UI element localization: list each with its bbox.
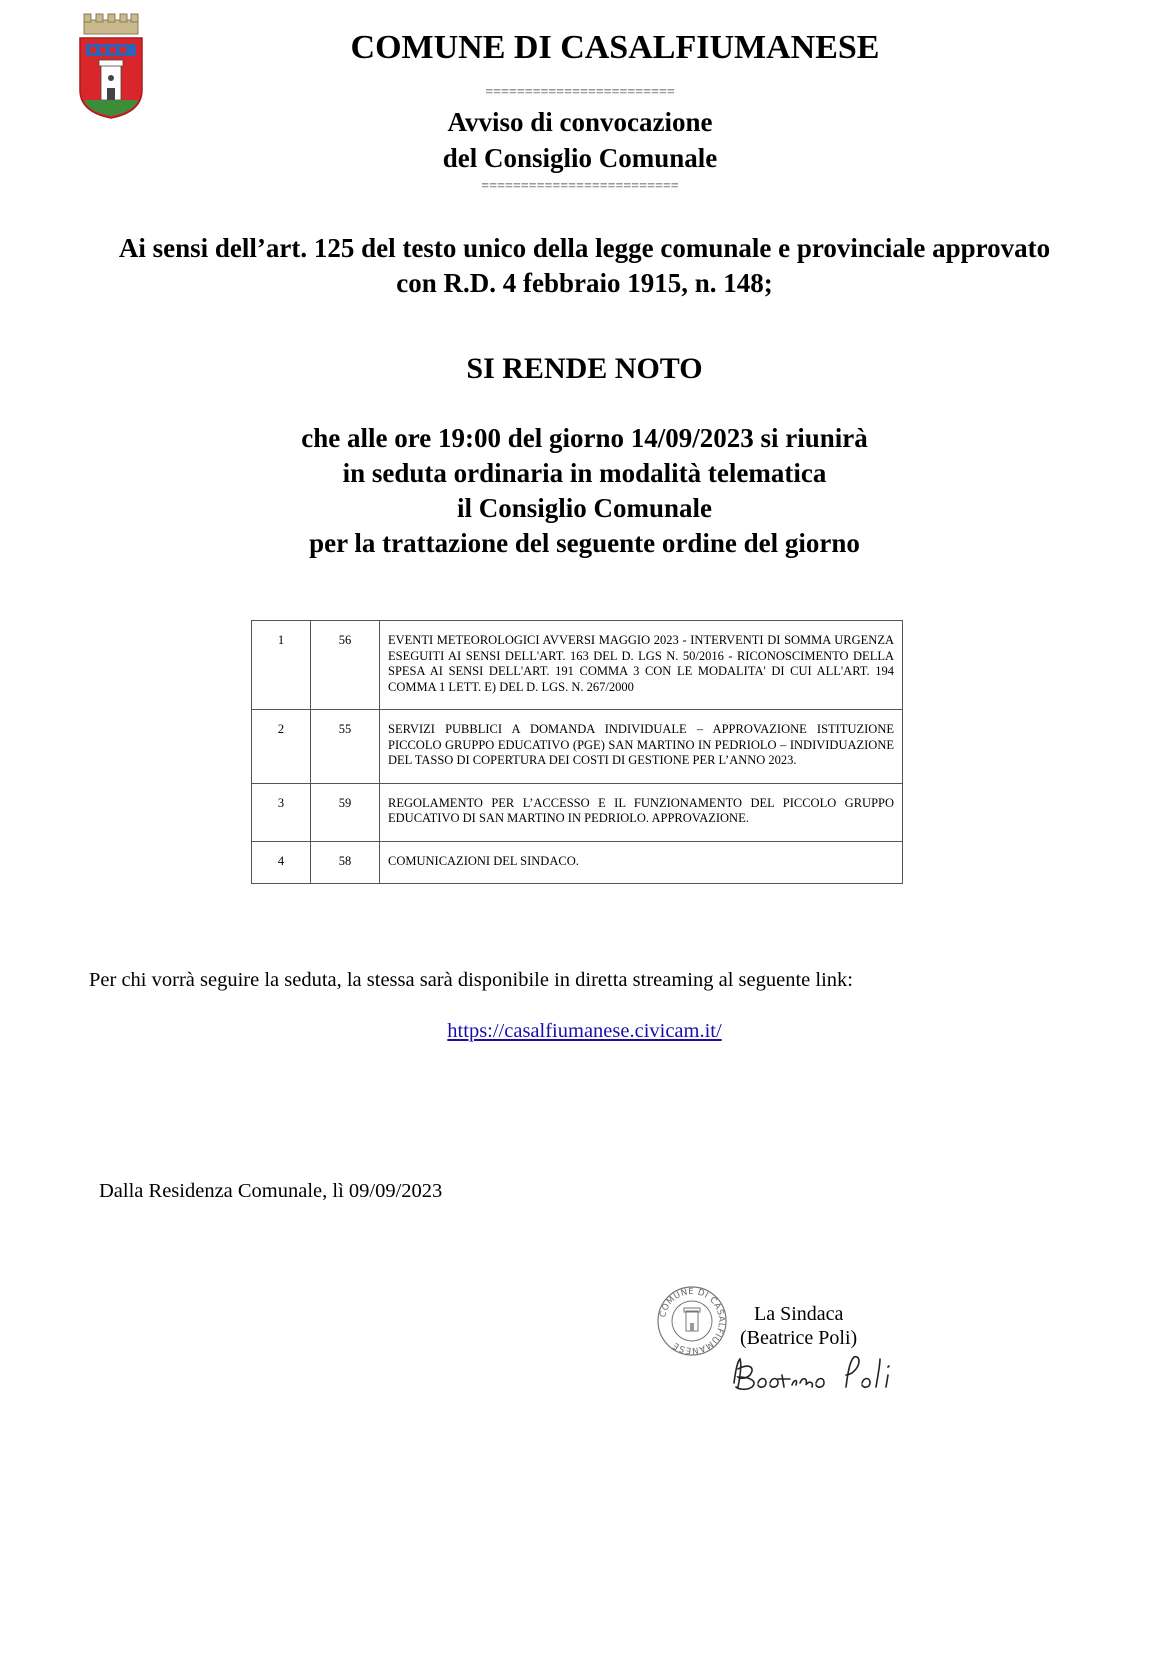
agenda-table (251, 620, 903, 884)
legal-basis-line1: Ai sensi dell’art. 125 del testo unico della legge comunale e provinciale approvato (118, 233, 1051, 263)
convocation-line4: per la trattazione del seguente ordine del giorno (309, 528, 860, 558)
svg-text:COMUNE DI CASALFIUMANESE: COMUNE DI CASALFIUMANESE (658, 1286, 727, 1356)
streaming-info: Per chi vorrà seguire la seduta, la stessa sarà disponibile in diretta streaming al seguente link: (89, 969, 853, 991)
notice-title-line1: Avviso di convocazione (447, 107, 713, 137)
signatory-name: (Beatrice Poli) (740, 1327, 858, 1349)
table-row (252, 783, 903, 841)
agenda-proposal-id: 59 (311, 783, 380, 841)
table-row (252, 710, 903, 784)
handwritten-signature (728, 1347, 908, 1397)
agenda-item-text: COMUNICAZIONI DEL SINDACO. (380, 841, 903, 884)
convocation-line3: il Consiglio Comunale (456, 493, 713, 523)
notice-title-line2: del Consiglio Comunale (442, 143, 718, 173)
agenda-number: 1 (252, 621, 311, 710)
legal-basis-line2: con R.D. 4 febbraio 1915, n. 148; (396, 268, 773, 298)
agenda-proposal-id: 55 (311, 710, 380, 784)
agenda-item-text: SERVIZI PUBBLICI A DOMANDA INDIVIDUALE – APPROVAZIONE ISTITUZIONE PICCOLO GRUPPO EDUCATIVO (PGE) SAN MARTINO IN PEDRIOLO – INDIVIDUAZIONE DEL TASSO DI COPERTURA DEI COSTI DI GESTIONE PER L’ANNO 2023. (380, 710, 903, 784)
agenda-proposal-id: 56 (311, 621, 380, 710)
signatory-title: La Sindaca (754, 1303, 844, 1325)
municipal-crest-logo (76, 12, 146, 120)
table-row (252, 841, 903, 884)
place-and-date: Dalla Residenza Comunale, lì 09/09/2023 (99, 1180, 443, 1202)
agenda-item-text: REGOLAMENTO PER L’ACCESSO E IL FUNZIONAMENTO DEL PICCOLO GRUPPO EDUCATIVO DI SAN MARTINO IN PEDRIOLO. APPROVAZIONE. (380, 783, 903, 841)
agenda-proposal-id: 58 (311, 841, 380, 884)
table-row (252, 621, 903, 710)
municipality-title: COMUNE DI CASALFIUMANESE (350, 29, 880, 66)
agenda-number: 2 (252, 710, 311, 784)
convocation-line2: in seduta ordinaria in modalità telematica (342, 458, 827, 488)
decorative-rule-bottom: ========================= (481, 179, 679, 194)
streaming-link[interactable]: https://casalfiumanese.civicam.it/ (447, 1020, 722, 1042)
convocation-line1: che alle ore 19:00 del giorno 14/09/2023 si riunirà (301, 423, 868, 453)
agenda-number: 4 (252, 841, 311, 884)
municipal-seal-stamp (656, 1285, 728, 1357)
decorative-rule-top: ======================== (485, 85, 675, 100)
agenda-item-text: EVENTI METEOROLOGICI AVVERSI MAGGIO 2023 - INTERVENTI DI SOMMA URGENZA ESEGUITI AI SENSI DELL'ART. 163 DEL D. LGS N. 50/2016 - RICONOSCIMENTO DELLA SPESA AI SENSI DELL'ART. 191 COMMA 3 CON LE MODALITA' DI CUI ALL'ART. 194 COMMA 1 LETT. E) DEL D. LGS. N. 267/2000 (380, 621, 903, 710)
agenda-number: 3 (252, 783, 311, 841)
announcement-heading: SI RENDE NOTO (466, 352, 703, 385)
